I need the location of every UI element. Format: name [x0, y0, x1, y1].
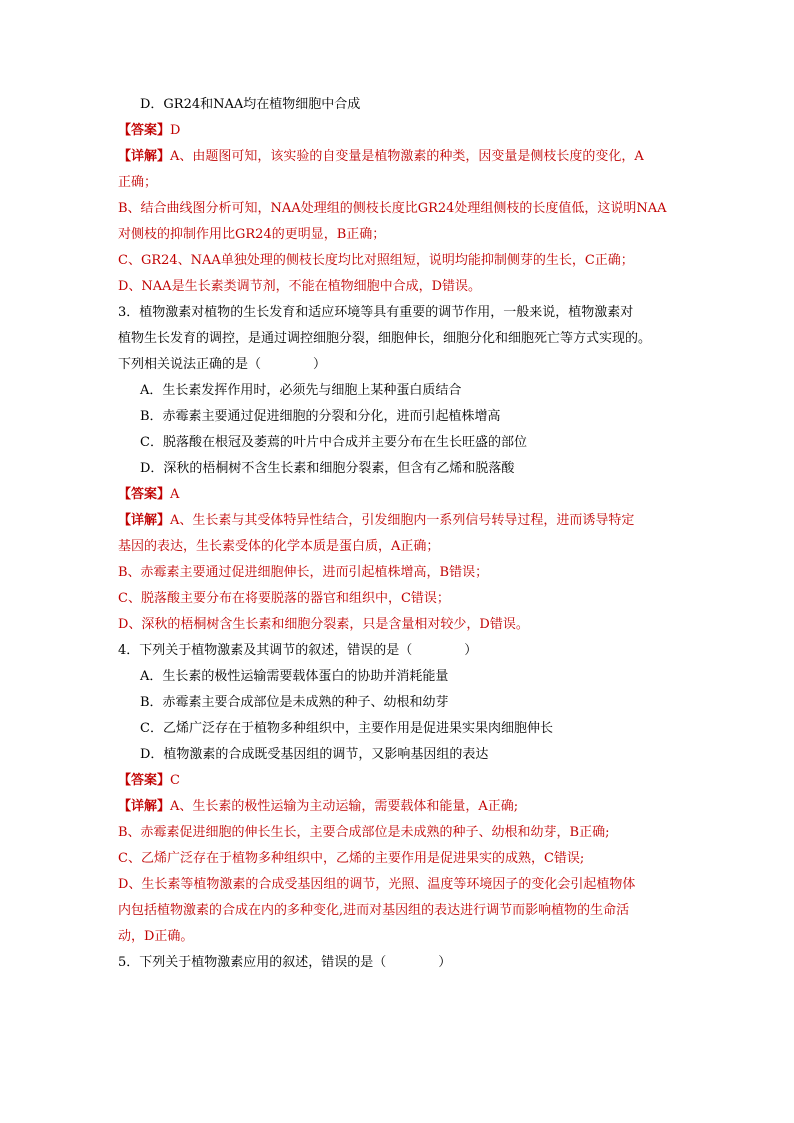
explanation-line [118, 586, 678, 612]
line-text: 植物生长发育的调控，是通过调控细胞分裂，细胞伸长，细胞分化和细胞死亡等方式实现的。 [118, 331, 652, 346]
line-text: 4．下列关于植物激素及其调节的叙述，错误的是（ ） [118, 643, 478, 658]
option-line [118, 92, 678, 118]
line-text: 动，D正确。 [118, 929, 194, 944]
explanation-line [118, 846, 678, 872]
question-line [118, 326, 678, 352]
line-text: D．深秋的梧桐树不含生长素和细胞分裂素，但含有乙烯和脱落酸 [140, 461, 515, 476]
explanation-line [118, 924, 678, 950]
line-text: A、生长素与其受体特异性结合，引发细胞内一系列信号转导过程，进而诱导特定 [170, 513, 635, 528]
explanation-line [118, 144, 678, 170]
line-text: B、赤霉素促进细胞的伸长生长，主要合成部位是未成熟的种子、幼根和幼芽，B正确; [118, 825, 610, 840]
line-text: C．乙烯广泛存在于植物多种组织中，主要作用是促进果实果肉细胞伸长 [140, 721, 553, 736]
line-text: D．GR24和NAA均在植物细胞中合成 [140, 97, 361, 112]
answer-tag: 【答案】 [118, 123, 171, 138]
answer-tag: 【答案】 [118, 487, 171, 502]
explanation-line [118, 508, 678, 534]
option-line [118, 404, 678, 430]
answer-tag: 【答案】 [118, 773, 171, 788]
explanation-line [118, 794, 678, 820]
line-text: C、GR24、NAA单独处理的侧枝长度均比对照组短，说明均能抑制侧芽的生长，C正确； [118, 253, 634, 268]
explanation-line [118, 534, 678, 560]
option-line [118, 430, 678, 456]
answer-value: C [170, 773, 180, 788]
explanation-line [118, 898, 678, 924]
line-text: B、结合曲线图分析可知，NAA处理组的侧枝长度比GR24处理组侧枝的长度值低，这说明NAA [118, 201, 667, 216]
answer-value: A [170, 487, 180, 502]
question-line [118, 352, 678, 378]
question-line [118, 300, 678, 326]
option-line [118, 456, 678, 482]
line-text: 内包括植物激素的合成在内的多种变化,进而对基因组的表达进行调节而影响植物的生命活 [118, 903, 630, 918]
line-text: 对侧枝的抑制作用比GR24的更明显，B正确； [118, 227, 386, 242]
question-line [118, 950, 678, 976]
answer-line [118, 482, 678, 508]
line-text: 下列相关说法正确的是（ ） [118, 357, 327, 372]
line-text: 基因的表达，生长素受体的化学本质是蛋白质，A正确； [118, 539, 440, 554]
line-text: A．生长素的极性运输需要载体蛋白的协助并消耗能量 [140, 669, 449, 684]
line-text: B．赤霉素主要通过促进细胞的分裂和分化，进而引起植株增高 [140, 409, 501, 424]
line-text: 正确； [118, 175, 158, 190]
explanation-line [118, 560, 678, 586]
explanation-line [118, 222, 678, 248]
line-text: A、由题图可知，该实验的自变量是植物激素的种类，因变量是侧枝长度的变化，A [170, 149, 644, 164]
document-page [118, 92, 678, 976]
explanation-line [118, 196, 678, 222]
line-text: D、生长素等植物激素的合成受基因组的调节，光照、温度等环境因子的变化会引起植物体 [118, 877, 636, 892]
question-line [118, 638, 678, 664]
explanation-line [118, 274, 678, 300]
option-line [118, 716, 678, 742]
line-text: C、脱落酸主要分布在将要脱落的器官和组织中，C错误； [118, 591, 450, 606]
line-text: A．生长素发挥作用时，必须先与细胞上某种蛋白质结合 [140, 383, 462, 398]
explanation-line [118, 872, 678, 898]
answer-line [118, 118, 678, 144]
line-text: C、乙烯广泛存在于植物多种组织中，乙烯的主要作用是促进果实的成熟，C错误; [118, 851, 585, 866]
line-text: A、生长素的极性运输为主动运输，需要载体和能量，A正确; [170, 799, 519, 814]
explanation-line [118, 820, 678, 846]
line-text: D．植物激素的合成既受基因组的调节，又影响基因组的表达 [140, 747, 489, 762]
line-text: 5．下列关于植物激素应用的叙述，错误的是（ ） [118, 955, 452, 970]
option-line [118, 742, 678, 768]
detail-tag: 【详解】 [118, 149, 171, 164]
line-text: B、赤霉素主要通过促进细胞伸长，进而引起植株增高，B错误； [118, 565, 489, 580]
option-line [118, 690, 678, 716]
option-line [118, 664, 678, 690]
explanation-line [118, 612, 678, 638]
detail-tag: 【详解】 [118, 799, 171, 814]
answer-line [118, 768, 678, 794]
line-text: C．脱落酸在根冠及萎蔫的叶片中合成并主要分布在生长旺盛的部位 [140, 435, 527, 450]
option-line [118, 378, 678, 404]
line-text: 3．植物激素对植物的生长发育和适应环境等具有重要的调节作用，一般来说，植物激素对 [118, 305, 634, 320]
answer-value: D [170, 123, 181, 138]
explanation-line [118, 248, 678, 274]
line-text: B．赤霉素主要合成部位是未成熟的种子、幼根和幼芽 [140, 695, 449, 710]
line-text: D、NAA是生长素类调节剂，不能在植物细胞中合成，D错误。 [118, 279, 481, 294]
detail-tag: 【详解】 [118, 513, 171, 528]
explanation-line [118, 170, 678, 196]
line-text: D、深秋的梧桐树含生长素和细胞分裂素，只是含量相对较少，D错误。 [118, 617, 529, 632]
